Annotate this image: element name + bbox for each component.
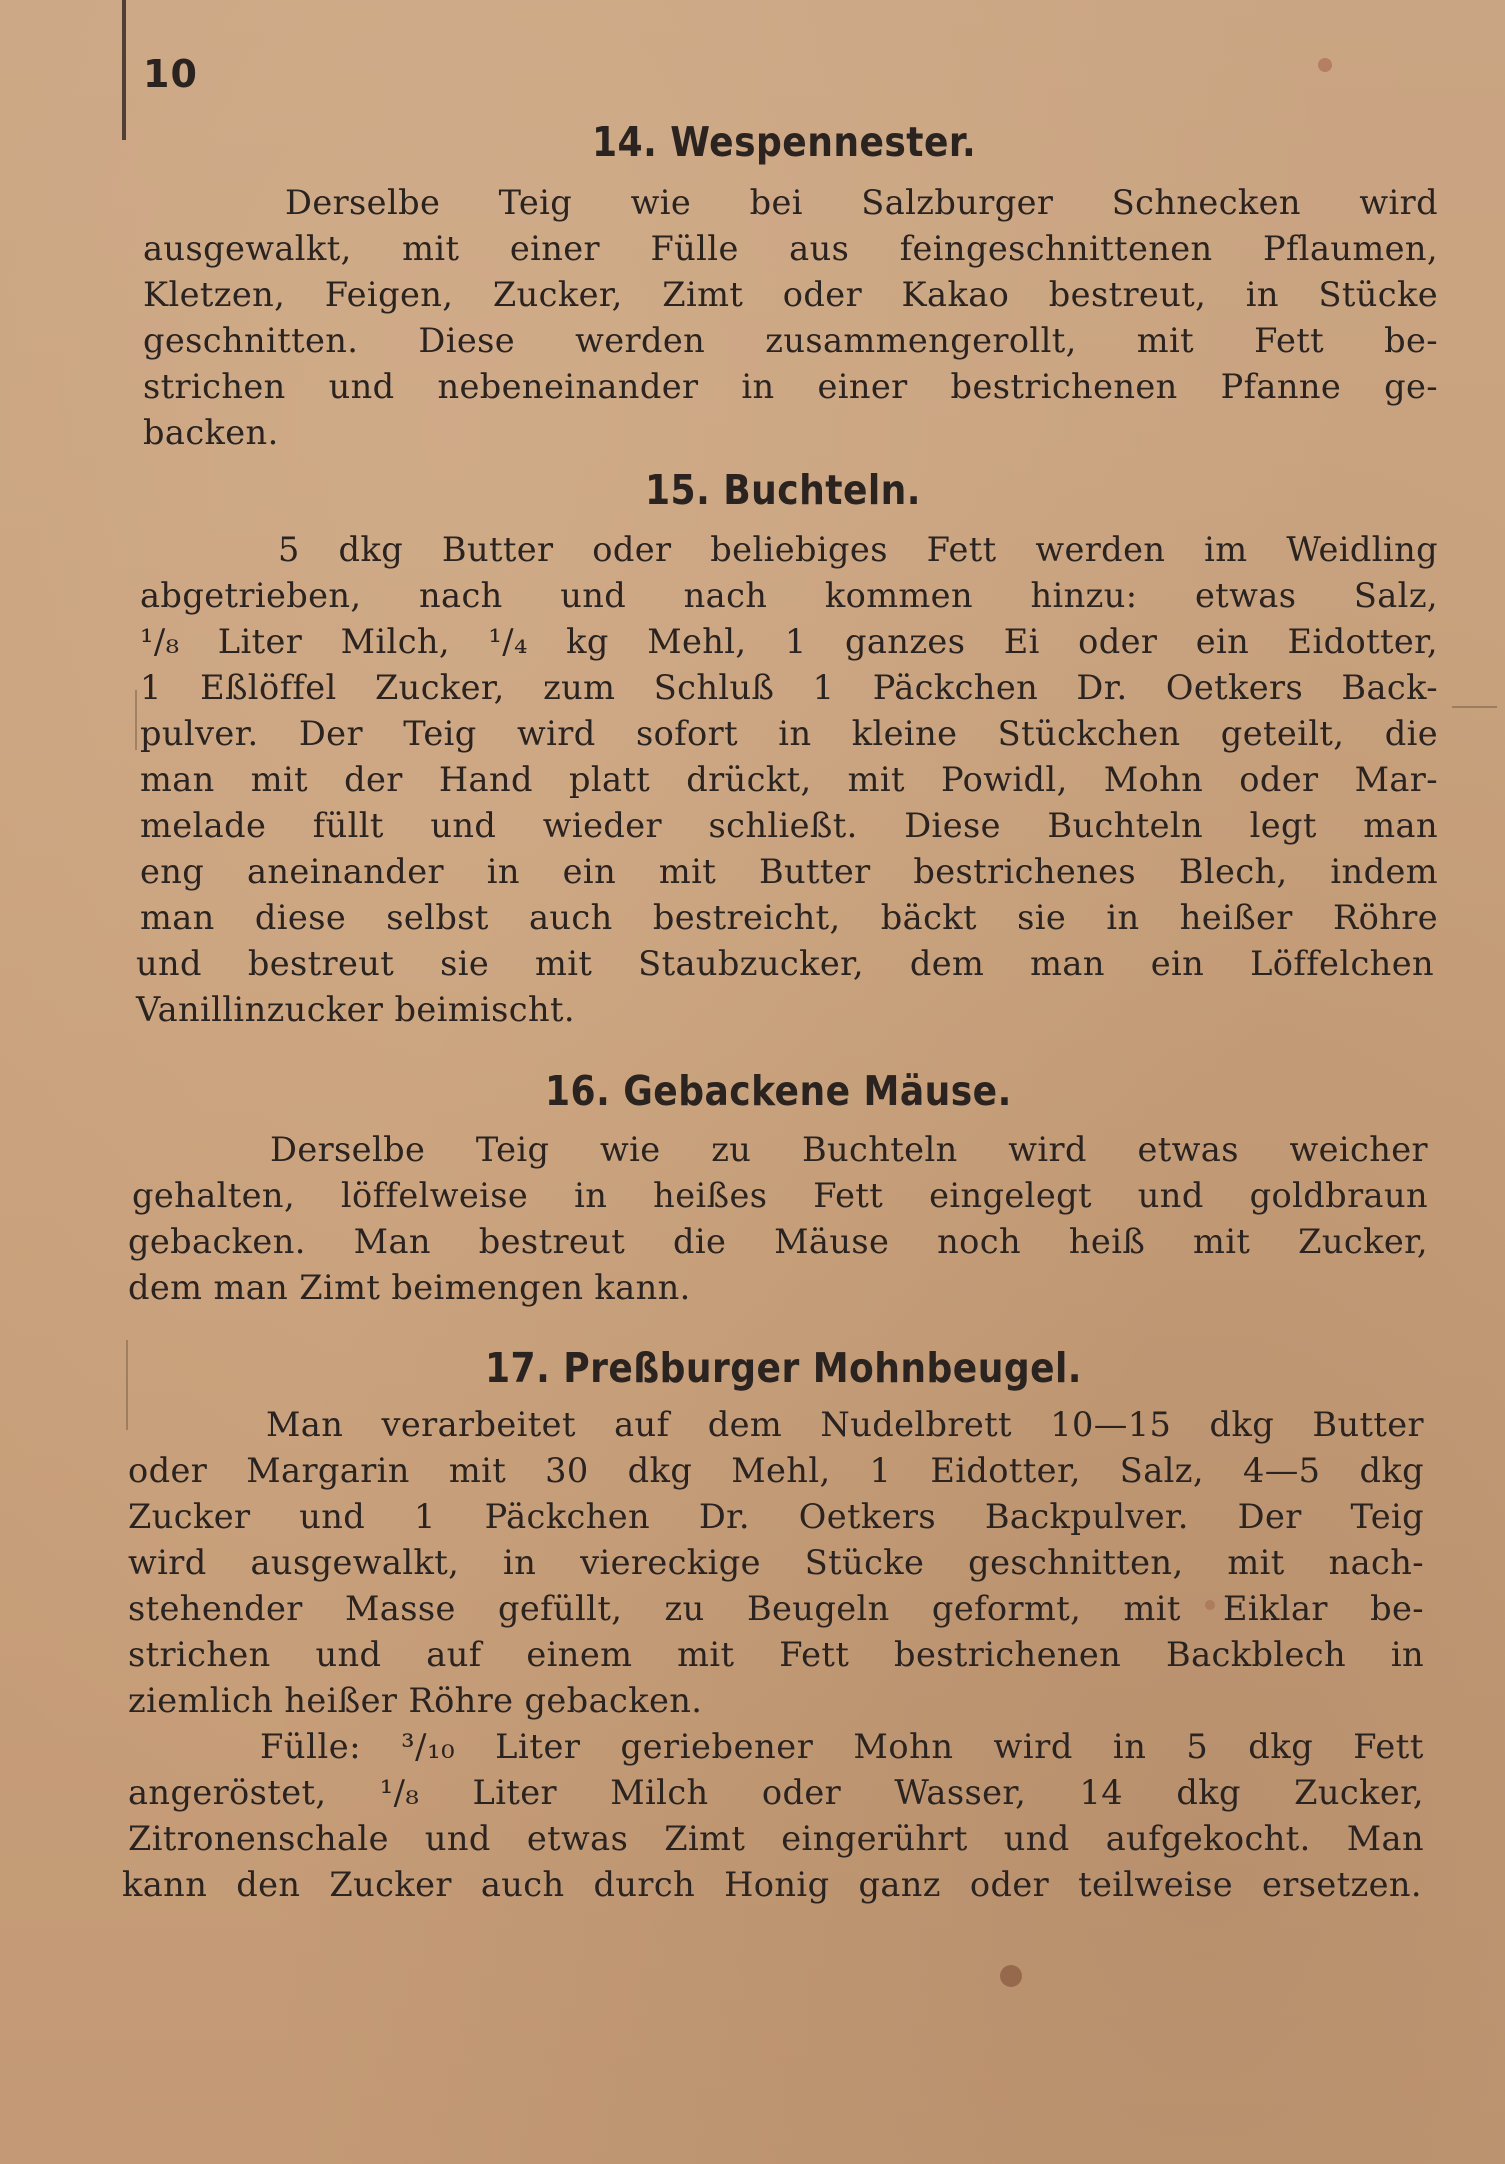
text-line: stehender Masse gefüllt, zu Beugeln geformt, mit Eiklar be- <box>128 1589 1424 1628</box>
margin-mark <box>1452 706 1497 708</box>
text-line: strichen und auf einem mit Fett bestrichenen Backblech in <box>128 1635 1424 1674</box>
text-line: ziemlich heißer Röhre gebacken. <box>128 1681 703 1720</box>
section-title-17: 17. Preßburger Mohnbeugel. <box>485 1344 1082 1392</box>
text-line: Man verarbeitet auf dem Nudelbrett 10—15 dkg Butter <box>266 1405 1424 1444</box>
text-line: Kletzen, Feigen, Zucker, Zimt oder Kakao bestreut, in Stücke <box>143 275 1438 314</box>
text-line: Zitronenschale und etwas Zimt eingerührt und aufgekocht. Man <box>128 1819 1424 1858</box>
text-line: Zucker und 1 Päckchen Dr. Oetkers Backpulver. Der Teig <box>128 1497 1424 1536</box>
page-number: 10 <box>143 52 198 96</box>
text-line: man diese selbst auch bestreicht, bäckt sie in heißer Röhre <box>140 898 1438 937</box>
text-line: Fülle: ³/₁₀ Liter geriebener Mohn wird in 5 dkg Fett <box>260 1727 1424 1766</box>
text-line: oder Margarin mit 30 dkg Mehl, 1 Eidotter, Salz, 4—5 dkg <box>128 1451 1424 1490</box>
section-title-16: 16. Gebackene Mäuse. <box>545 1067 1012 1115</box>
page-edge-line <box>122 0 126 140</box>
text-line: und bestreut sie mit Staubzucker, dem man ein Löffelchen <box>136 944 1434 983</box>
text-line: strichen und nebeneinander in einer bestrichenen Pfanne ge- <box>143 367 1438 406</box>
text-line: melade füllt und wieder schließt. Diese Buchteln legt man <box>140 806 1438 845</box>
text-line: kann den Zucker auch durch Honig ganz oder teilweise ersetzen. <box>122 1865 1422 1904</box>
text-line: man mit der Hand platt drückt, mit Powidl, Mohn oder Mar- <box>140 760 1438 799</box>
text-line: 1 Eßlöffel Zucker, zum Schluß 1 Päckchen Dr. Oetkers Back- <box>140 668 1438 707</box>
text-line: gehalten, löffelweise in heißes Fett eingelegt und goldbraun <box>132 1176 1428 1215</box>
text-line: geschnitten. Diese werden zusammengerollt, mit Fett be- <box>143 321 1438 360</box>
text-line: 5 dkg Butter oder beliebiges Fett werden im Weidling <box>278 530 1438 569</box>
section-title-15: 15. Buchteln. <box>645 466 921 514</box>
text-line: Vanillinzucker beimischt. <box>136 990 575 1029</box>
text-line: abgetrieben, nach und nach kommen hinzu: etwas Salz, <box>140 576 1438 615</box>
stain-spot <box>1318 58 1332 72</box>
margin-mark <box>135 690 137 750</box>
text-line: dem man Zimt beimengen kann. <box>128 1268 691 1307</box>
margin-mark <box>126 1340 128 1430</box>
text-line: angeröstet, ¹/₈ Liter Milch oder Wasser, 14 dkg Zucker, <box>128 1773 1424 1812</box>
stain-spot <box>1000 1965 1022 1987</box>
text-line: backen. <box>143 413 279 452</box>
text-line: Derselbe Teig wie zu Buchteln wird etwas weicher <box>270 1130 1428 1169</box>
text-line: Derselbe Teig wie bei Salzburger Schnecken wird <box>285 183 1438 222</box>
text-line: wird ausgewalkt, in viereckige Stücke geschnitten, mit nach- <box>128 1543 1424 1582</box>
text-line: gebacken. Man bestreut die Mäuse noch heiß mit Zucker, <box>128 1222 1428 1261</box>
text-line: eng aneinander in ein mit Butter bestrichenes Blech, indem <box>140 852 1438 891</box>
section-title-14: 14. Wespennester. <box>592 118 977 166</box>
text-line: ausgewalkt, mit einer Fülle aus feingeschnittenen Pflaumen, <box>143 229 1438 268</box>
text-line: pulver. Der Teig wird sofort in kleine Stückchen geteilt, die <box>140 714 1438 753</box>
text-line: ¹/₈ Liter Milch, ¹/₄ kg Mehl, 1 ganzes Ei oder ein Eidotter, <box>140 622 1438 661</box>
